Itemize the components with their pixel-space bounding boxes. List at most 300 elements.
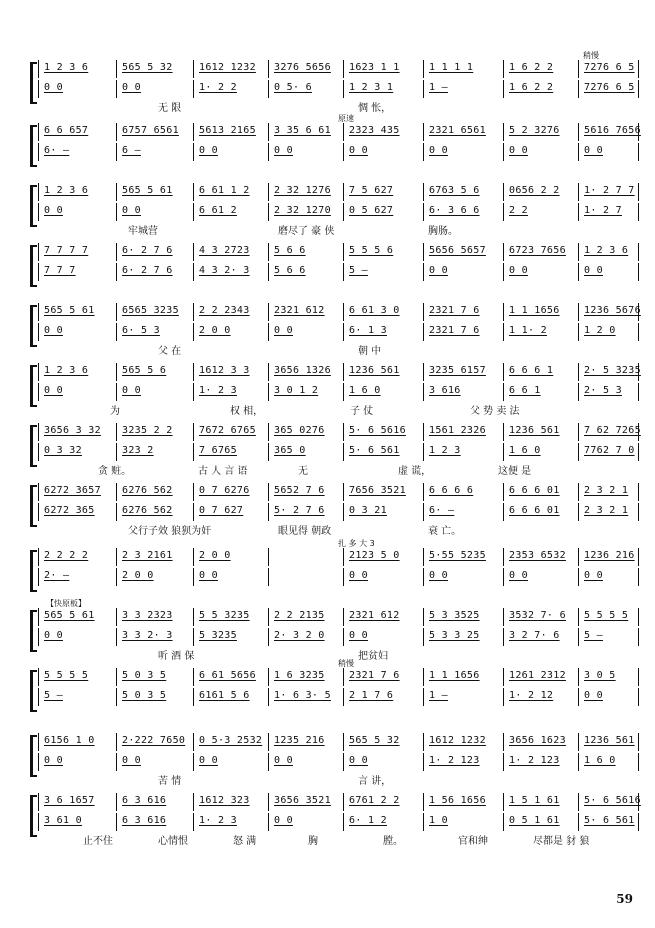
- measure-notes: 1· 2 123: [509, 755, 560, 766]
- measure-notes: 6 61 5656: [199, 670, 256, 681]
- measure-notes: 7672 6765: [199, 425, 256, 436]
- measure-notes: 3 2 7· 6: [509, 630, 560, 641]
- barline: [503, 363, 504, 381]
- measure-notes: 5 5 5 5: [584, 610, 629, 621]
- measure-notes: 365 0: [274, 445, 306, 456]
- measure-notes: 5· 2 7 6: [274, 505, 325, 516]
- barline: [578, 323, 579, 341]
- barline: [38, 668, 42, 686]
- measure-notes: 6161 5 6: [199, 690, 250, 701]
- barline: [38, 608, 42, 626]
- tempo-marking: 稍慢: [338, 659, 354, 668]
- barline: [638, 608, 639, 626]
- measure-notes: 1612 323: [199, 795, 250, 806]
- measure-notes: 1236 561: [349, 365, 400, 376]
- barline: [268, 60, 269, 78]
- measure-notes: 0 3 21: [349, 505, 387, 516]
- lyric-line: 胸肠。: [428, 226, 458, 237]
- measure-notes: 6 —: [122, 145, 141, 156]
- measure-notes: 0 0: [349, 630, 368, 641]
- measure-notes: 0 3 32: [44, 445, 82, 456]
- upper-staff: [38, 365, 641, 379]
- measure-notes: 1 6 0: [584, 755, 616, 766]
- lower-staff: [38, 630, 638, 644]
- measure-notes: 6 3 616: [122, 815, 167, 826]
- barline: [38, 813, 42, 831]
- upper-staff: [38, 610, 638, 624]
- upper-staff: [38, 245, 638, 259]
- lyric-line: 父 势 卖 法: [470, 406, 520, 417]
- barline: [268, 243, 269, 261]
- measure-notes: 1236 561: [509, 425, 560, 436]
- lyric-line: 父行子效 狼狈为奸: [128, 526, 212, 537]
- lyric-line: 牢城营: [128, 226, 158, 237]
- measure-notes: 3 0 1 2: [274, 385, 319, 396]
- lyric-line: 怒 满: [233, 836, 257, 847]
- barline: [503, 443, 504, 461]
- lyric-line: 为: [110, 406, 120, 417]
- measure-notes: 6 61 1 2: [199, 185, 250, 196]
- barline: [116, 243, 117, 261]
- barline: [578, 443, 579, 461]
- barline: [343, 813, 344, 831]
- measure-notes: 1 2 3: [429, 445, 461, 456]
- measure-notes: 1 6 0: [509, 445, 541, 456]
- system-brace: [30, 670, 37, 712]
- measure-notes: 2 2 2343: [199, 305, 250, 316]
- measure-notes: 565 5 61: [122, 185, 173, 196]
- barline: [578, 793, 579, 811]
- barline: [193, 503, 194, 521]
- barline: [116, 733, 117, 751]
- barline: [193, 303, 194, 321]
- barline: [268, 80, 269, 98]
- measure-notes: 1· 2 3: [199, 815, 237, 826]
- measure-notes: 1 2 3 1: [349, 82, 394, 93]
- barline: [638, 383, 639, 401]
- system-brace: [30, 185, 37, 227]
- barline: [193, 568, 194, 586]
- measure-notes: 5 3 3525: [429, 610, 480, 621]
- barline: [638, 733, 639, 751]
- measure-notes: 1 1· 2: [509, 325, 547, 336]
- barline: [116, 483, 117, 501]
- measure-notes: 0 5 627: [349, 205, 394, 216]
- lyric-line: 父 在: [158, 346, 182, 357]
- measure-notes: 5 6 6: [274, 245, 306, 256]
- measure-notes: 6276 562: [122, 505, 173, 516]
- measure-notes: 6· 1 3: [349, 325, 387, 336]
- barline: [268, 733, 269, 751]
- measure-notes: 6565 3235: [122, 305, 179, 316]
- barline: [38, 60, 42, 78]
- measure-notes: 3 3 2· 3: [122, 630, 173, 641]
- lower-staff: [38, 815, 638, 829]
- barline: [38, 483, 42, 501]
- barline: [503, 323, 504, 341]
- measure-notes: 365 0276: [274, 425, 325, 436]
- barline: [578, 60, 579, 78]
- barline: [578, 568, 579, 586]
- measure-notes: 2 2: [509, 205, 528, 216]
- barline: [193, 363, 194, 381]
- barline: [638, 688, 639, 706]
- barline: [503, 688, 504, 706]
- barline: [268, 793, 269, 811]
- barline: [116, 263, 117, 281]
- measure-notes: 5 5 5 5: [44, 670, 89, 681]
- barline: [638, 443, 639, 461]
- measure-notes: 2321 612: [274, 305, 325, 316]
- barline: [38, 303, 42, 321]
- upper-staff: [38, 125, 641, 139]
- measure-notes: 5 0 3 5: [122, 670, 167, 681]
- barline: [343, 60, 344, 78]
- measure-notes: 2321 7 6: [349, 670, 400, 681]
- measure-notes: 6 61 2: [199, 205, 237, 216]
- lyric-line: 听 酒 保: [158, 651, 195, 662]
- barline: [423, 243, 424, 261]
- barline: [193, 628, 194, 646]
- measure-notes: 565 5 6: [122, 365, 167, 376]
- barline: [578, 688, 579, 706]
- system-brace: [30, 125, 37, 167]
- barline: [503, 628, 504, 646]
- measure-notes: 1 56 1656: [429, 795, 486, 806]
- barline: [193, 203, 194, 221]
- barline: [343, 733, 344, 751]
- barline: [193, 423, 194, 441]
- measure-notes: 1 2 3 6: [44, 365, 89, 376]
- measure-notes: 0 0: [199, 570, 218, 581]
- measure-notes: 6· —: [429, 505, 455, 516]
- barline: [268, 183, 269, 201]
- measure-notes: 0 7 6276: [199, 485, 250, 496]
- barline: [343, 548, 344, 566]
- measure-notes: 3 3 2323: [122, 610, 173, 621]
- barline: [503, 123, 504, 141]
- barline: [503, 383, 504, 401]
- tempo-marking: 稍慢: [583, 51, 599, 60]
- measure-notes: 1· 2 7: [584, 205, 622, 216]
- barline: [503, 483, 504, 501]
- upper-staff: [38, 185, 638, 199]
- barline: [343, 503, 344, 521]
- barline: [343, 423, 344, 441]
- upper-staff: [38, 670, 638, 684]
- measure-notes: 1 1 1656: [509, 305, 560, 316]
- measure-notes: 5 5 3235: [199, 610, 250, 621]
- barline: [503, 548, 504, 566]
- barline: [423, 323, 424, 341]
- barline: [38, 628, 42, 646]
- measure-notes: 0 0: [274, 325, 293, 336]
- barline: [268, 628, 269, 646]
- barline: [193, 793, 194, 811]
- upper-staff: [38, 550, 638, 564]
- measure-notes: 2123 5 0: [349, 550, 400, 561]
- measure-notes: 5 0 3 5: [122, 690, 167, 701]
- measure-notes: 0 0: [44, 385, 63, 396]
- lyric-line: 眼见得 朝政: [278, 526, 332, 537]
- measure-notes: 6272 365: [44, 505, 95, 516]
- measure-notes: 3 61 0: [44, 815, 82, 826]
- page-number: 59: [616, 892, 633, 906]
- lyric-line: 止不住: [83, 836, 113, 847]
- measure-notes: 3656 1326: [274, 365, 331, 376]
- barline: [343, 363, 344, 381]
- measure-notes: 0 0: [44, 755, 63, 766]
- barline: [343, 143, 344, 161]
- barline: [578, 753, 579, 771]
- lyric-line: 苦 情: [158, 776, 182, 787]
- measure-notes: 2 2 2135: [274, 610, 325, 621]
- lyric-line: 贪 赃。: [98, 466, 132, 477]
- barline: [423, 793, 424, 811]
- upper-staff: [38, 425, 641, 439]
- measure-notes: 2321 7 6: [429, 305, 480, 316]
- barline: [116, 60, 117, 78]
- system-brace: [30, 610, 37, 652]
- barline: [503, 793, 504, 811]
- barline: [193, 143, 194, 161]
- measure-notes: 7 5 627: [349, 185, 394, 196]
- measure-notes: 1 2 0: [584, 325, 616, 336]
- barline: [116, 80, 117, 98]
- measure-notes: 1· 2 2: [199, 82, 237, 93]
- barline: [38, 423, 42, 441]
- lower-staff: [38, 755, 638, 769]
- measure-notes: 2353 6532: [509, 550, 566, 561]
- measure-notes: 0 0: [509, 145, 528, 156]
- barline: [38, 183, 42, 201]
- measure-notes: 0 0: [429, 570, 448, 581]
- measure-notes: 3 616: [429, 385, 461, 396]
- barline: [343, 793, 344, 811]
- barline: [638, 503, 639, 521]
- measure-notes: 1235 216: [274, 735, 325, 746]
- measure-notes: 0 0: [122, 755, 141, 766]
- barline: [343, 383, 344, 401]
- measure-notes: 565 5 61: [44, 305, 95, 316]
- barline: [423, 80, 424, 98]
- barline: [423, 183, 424, 201]
- barline: [423, 423, 424, 441]
- measure-notes: 5 3235: [199, 630, 237, 641]
- measure-notes: 6763 5 6: [429, 185, 480, 196]
- tempo-marking: 【快原板】: [46, 599, 86, 608]
- barline: [503, 60, 504, 78]
- measure-notes: 6276 562: [122, 485, 173, 496]
- measure-notes: 565 5 61: [44, 610, 95, 621]
- measure-notes: 7 7 7 7: [44, 245, 89, 256]
- measure-notes: 3 35 6 61: [274, 125, 331, 136]
- lower-staff: [38, 385, 638, 399]
- barline: [38, 143, 42, 161]
- barline: [503, 733, 504, 751]
- barline: [38, 123, 42, 141]
- measure-notes: 4 3 2· 3: [199, 265, 250, 276]
- lyric-line: 权 相，: [230, 406, 264, 417]
- measure-notes: 2· —: [44, 570, 70, 581]
- barline: [193, 443, 194, 461]
- barline: [423, 608, 424, 626]
- measure-notes: 5·55 5235: [429, 550, 486, 561]
- measure-notes: 0 0: [122, 385, 141, 396]
- barline: [423, 383, 424, 401]
- measure-notes: 1· 2 3: [199, 385, 237, 396]
- barline: [578, 383, 579, 401]
- barline: [116, 303, 117, 321]
- measure-notes: 2 32 1270: [274, 205, 331, 216]
- measure-notes: 2 3 2 1: [584, 505, 629, 516]
- measure-notes: 3656 3521: [274, 795, 331, 806]
- barline: [193, 60, 194, 78]
- measure-notes: 1236 5676: [584, 305, 641, 316]
- barline: [423, 548, 424, 566]
- measure-notes: 1· 2 123: [429, 755, 480, 766]
- upper-staff: [38, 795, 641, 809]
- barline: [503, 423, 504, 441]
- measure-notes: 2 0 0: [199, 550, 231, 561]
- measure-notes: 6156 1 0: [44, 735, 95, 746]
- system-brace: [30, 735, 37, 777]
- barline: [116, 363, 117, 381]
- measure-notes: 6272 3657: [44, 485, 101, 496]
- measure-notes: 6 6 657: [44, 125, 89, 136]
- barline: [116, 568, 117, 586]
- measure-notes: 2321 7 6: [429, 325, 480, 336]
- measure-notes: 6723 7656: [509, 245, 566, 256]
- barline: [268, 123, 269, 141]
- lyric-line: 无 限: [158, 103, 182, 114]
- barline: [268, 363, 269, 381]
- measure-notes: 2· 5 3235: [584, 365, 641, 376]
- measure-notes: 0 5· 6: [274, 82, 312, 93]
- measure-notes: 0 0: [349, 570, 368, 581]
- upper-staff: [38, 62, 638, 76]
- measure-notes: 7 62 7265: [584, 425, 641, 436]
- barline: [268, 143, 269, 161]
- barline: [193, 483, 194, 501]
- measure-notes: 3 0 5: [584, 670, 616, 681]
- barline: [578, 668, 579, 686]
- measure-notes: 1· 2 12: [509, 690, 554, 701]
- barline: [578, 303, 579, 321]
- barline: [193, 80, 194, 98]
- barline: [578, 80, 579, 98]
- barline: [268, 668, 269, 686]
- barline: [193, 733, 194, 751]
- measure-notes: 0 0: [274, 815, 293, 826]
- measure-notes: 2 2 2 2: [44, 550, 89, 561]
- measure-notes: 5613 2165: [199, 125, 256, 136]
- barline: [423, 568, 424, 586]
- barline: [638, 143, 639, 161]
- barline: [638, 80, 639, 98]
- barline: [638, 548, 639, 566]
- measure-notes: 1 6 2 2: [509, 82, 554, 93]
- barline: [423, 443, 424, 461]
- barline: [343, 568, 344, 586]
- measure-notes: 6757 6561: [122, 125, 179, 136]
- barline: [116, 323, 117, 341]
- barline: [638, 813, 639, 831]
- upper-staff: [38, 305, 641, 319]
- barline: [268, 568, 269, 586]
- barline: [38, 80, 42, 98]
- barline: [638, 243, 639, 261]
- barline: [193, 668, 194, 686]
- measure-notes: 1612 3 3: [199, 365, 250, 376]
- measure-notes: 1 —: [429, 82, 448, 93]
- measure-notes: 2323 435: [349, 125, 400, 136]
- barline: [343, 123, 344, 141]
- measure-notes: 2 32 1276: [274, 185, 331, 196]
- measure-notes: 0 7 627: [199, 505, 244, 516]
- barline: [423, 688, 424, 706]
- measure-notes: 5 —: [584, 630, 603, 641]
- barline: [193, 243, 194, 261]
- barline: [503, 503, 504, 521]
- measure-notes: 0 0: [584, 570, 603, 581]
- measure-notes: 5652 7 6: [274, 485, 325, 496]
- measure-notes: 565 5 32: [122, 62, 173, 73]
- measure-notes: 2321 6561: [429, 125, 486, 136]
- measure-notes: 5· 6 5616: [584, 795, 641, 806]
- tempo-marking: 原速: [338, 114, 354, 123]
- barline: [268, 688, 269, 706]
- measure-notes: 3235 2 2: [122, 425, 173, 436]
- barline: [423, 668, 424, 686]
- barline: [343, 753, 344, 771]
- measure-notes: 2 3 2 1: [584, 485, 629, 496]
- measure-notes: 6 6 1: [509, 385, 541, 396]
- barline: [193, 688, 194, 706]
- barline: [503, 753, 504, 771]
- measure-notes: 0 0: [584, 145, 603, 156]
- barline: [578, 243, 579, 261]
- barline: [578, 263, 579, 281]
- barline: [638, 183, 639, 201]
- barline: [116, 443, 117, 461]
- barline: [638, 323, 639, 341]
- barline: [503, 143, 504, 161]
- barline: [343, 628, 344, 646]
- measure-notes: 6· 2 7 6: [122, 265, 173, 276]
- barline: [268, 303, 269, 321]
- measure-notes: 5656 5657: [429, 245, 486, 256]
- measure-notes: 5· 6 561: [349, 445, 400, 456]
- barline: [343, 668, 344, 686]
- measure-notes: 1 2 3 6: [584, 245, 629, 256]
- measure-notes: 1612 1232: [429, 735, 486, 746]
- measure-notes: 0 0: [349, 145, 368, 156]
- tempo-marking: 扎 多 大 3: [338, 539, 375, 548]
- measure-notes: 7276 6 5: [584, 62, 635, 73]
- system-brace: [30, 485, 37, 527]
- measure-notes: 0 0: [274, 755, 293, 766]
- barline: [38, 688, 42, 706]
- system-brace: [30, 305, 37, 347]
- barline: [116, 668, 117, 686]
- barline: [116, 123, 117, 141]
- barline: [193, 813, 194, 831]
- measure-notes: 3 6 1657: [44, 795, 95, 806]
- measure-notes: 5 —: [44, 690, 63, 701]
- barline: [116, 608, 117, 626]
- measure-notes: 6· —: [44, 145, 70, 156]
